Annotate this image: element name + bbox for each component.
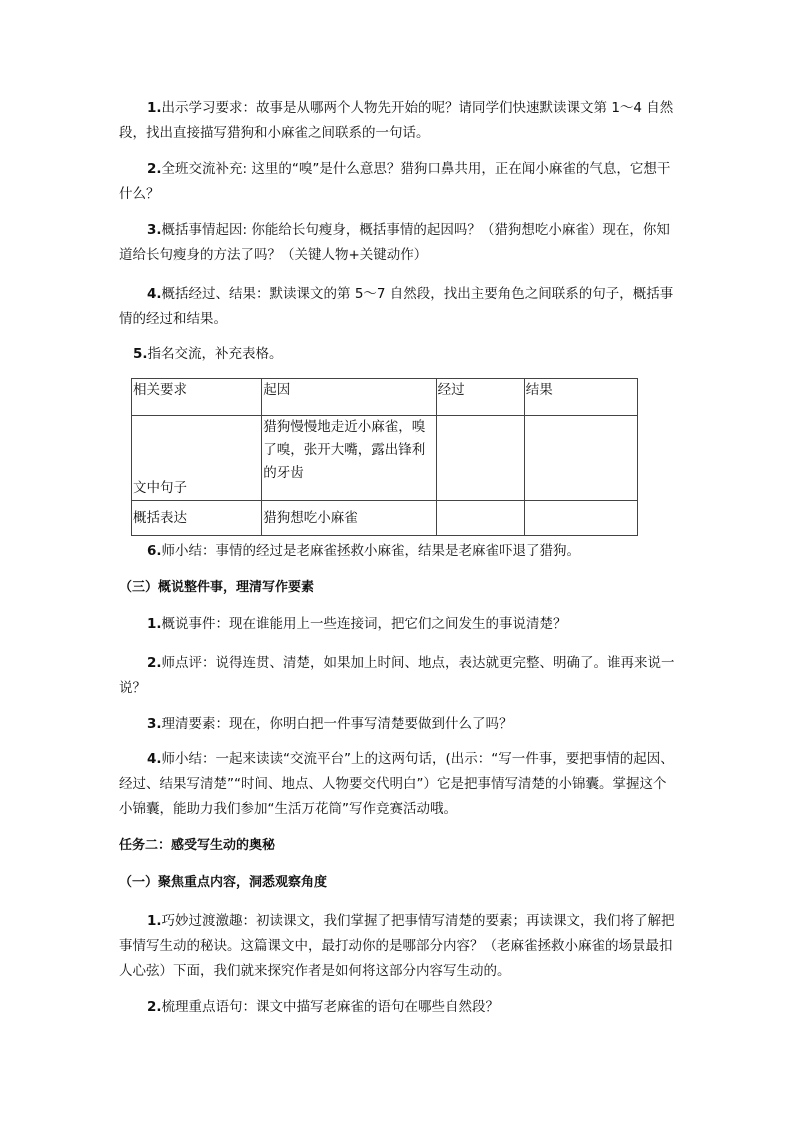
table-header-cell: 起因 [262, 379, 436, 416]
paragraph-5: 5.指名交流，补充表格。 [133, 346, 283, 362]
table-header-row [132, 379, 638, 416]
paragraph-6: 6.师小结：事情的经过是老麻雀拯救小麻雀，结果是老麻雀吓退了猎狗。 [147, 543, 581, 559]
paragraph-9: 3.理清要素：现在，你明白把一件事写清楚要做到什么了吗？ [147, 716, 513, 732]
paragraph-11: 1.巧妙过渡激趣：初读课文，我们掌握了把事情写清楚的要素；再读课文，我们将了解把事情写生动的秘诀。这篇课文中，最打动你的是哪部分内容？（老麻雀拯救小麻雀的场景最扣人心弦）下面，我们就来探究作者是如何将这部分内容写生动的。 [119, 913, 675, 979]
paragraph-7: 1.概说事件：现在谁能用上一些连接词，把它们之间发生的事说清楚？ [147, 616, 567, 632]
summary-table [131, 378, 638, 536]
table-header-cell: 相关要求 [132, 379, 262, 416]
table-cell [436, 416, 524, 501]
table-row [132, 416, 638, 501]
task-heading: 任务二：感受写生动的奥秘 [119, 838, 276, 853]
paragraph-4: 4.概括经过、结果：默读课文的第 5～7 自然段，找出主要角色之间联系的句子，概括事情的经过和结果。 [119, 286, 674, 327]
table-header-cell: 结果 [524, 379, 637, 416]
paragraph-12: 2.梳理重点语句：课文中描写老麻雀的语句在哪些自然段？ [147, 999, 500, 1015]
table-cell [524, 501, 637, 536]
paragraph-2: 2.全班交流补充: 这里的“嗅”是什么意思？猎狗口鼻共用，正在闻小麻雀的气息，它想干什么？ [119, 161, 671, 202]
table-cell [436, 501, 524, 536]
table-header-cell: 经过 [436, 379, 524, 416]
paragraph-1: 1.出示学习要求：故事是从哪两个人物先开始的呢？请同学们快速默读课文第 1～4 自然段，找出直接描写猎狗和小麻雀之间联系的一句话。 [119, 100, 674, 141]
paragraph-8: 2.师点评：说得连贯、清楚，如果加上时间、地点，表达就更完整、明确了。谁再来说一说？ [119, 655, 675, 696]
table-cell: 猎狗慢慢地走近小麻雀，嗅了嗅，张开大嘴，露出锋利的牙齿 [262, 416, 436, 501]
paragraph-10: 4.师小结：一起来读读“交流平台”上的这两句话，(出示：“写一件事，要把事情的起因、经过、结果写清楚”“时间、地点、人物要交代明白”）它是把事情写清楚的小锦囊。掌握这个小锦囊，能助力我们参加“生活万花筒”写作竞赛活动哦。 [119, 751, 674, 817]
table-cell: 猎狗想吃小麻雀 [262, 501, 436, 536]
table-cell: 文中句子 [132, 416, 262, 501]
section-heading: （一）聚焦重点内容，洞悉观察角度 [119, 875, 328, 890]
table-cell [524, 416, 637, 501]
section-heading: （三）概说整件事，理清写作要素 [119, 580, 315, 595]
paragraph-3: 3.概括事情起因: 你能给长句瘦身，概括事情的起因吗？（猎狗想吃小麻雀）现在，你知道给长句瘦身的方法了吗？（关键人物+关键动作） [119, 222, 670, 263]
table-row [132, 501, 638, 536]
table-cell: 概括表达 [132, 501, 262, 536]
